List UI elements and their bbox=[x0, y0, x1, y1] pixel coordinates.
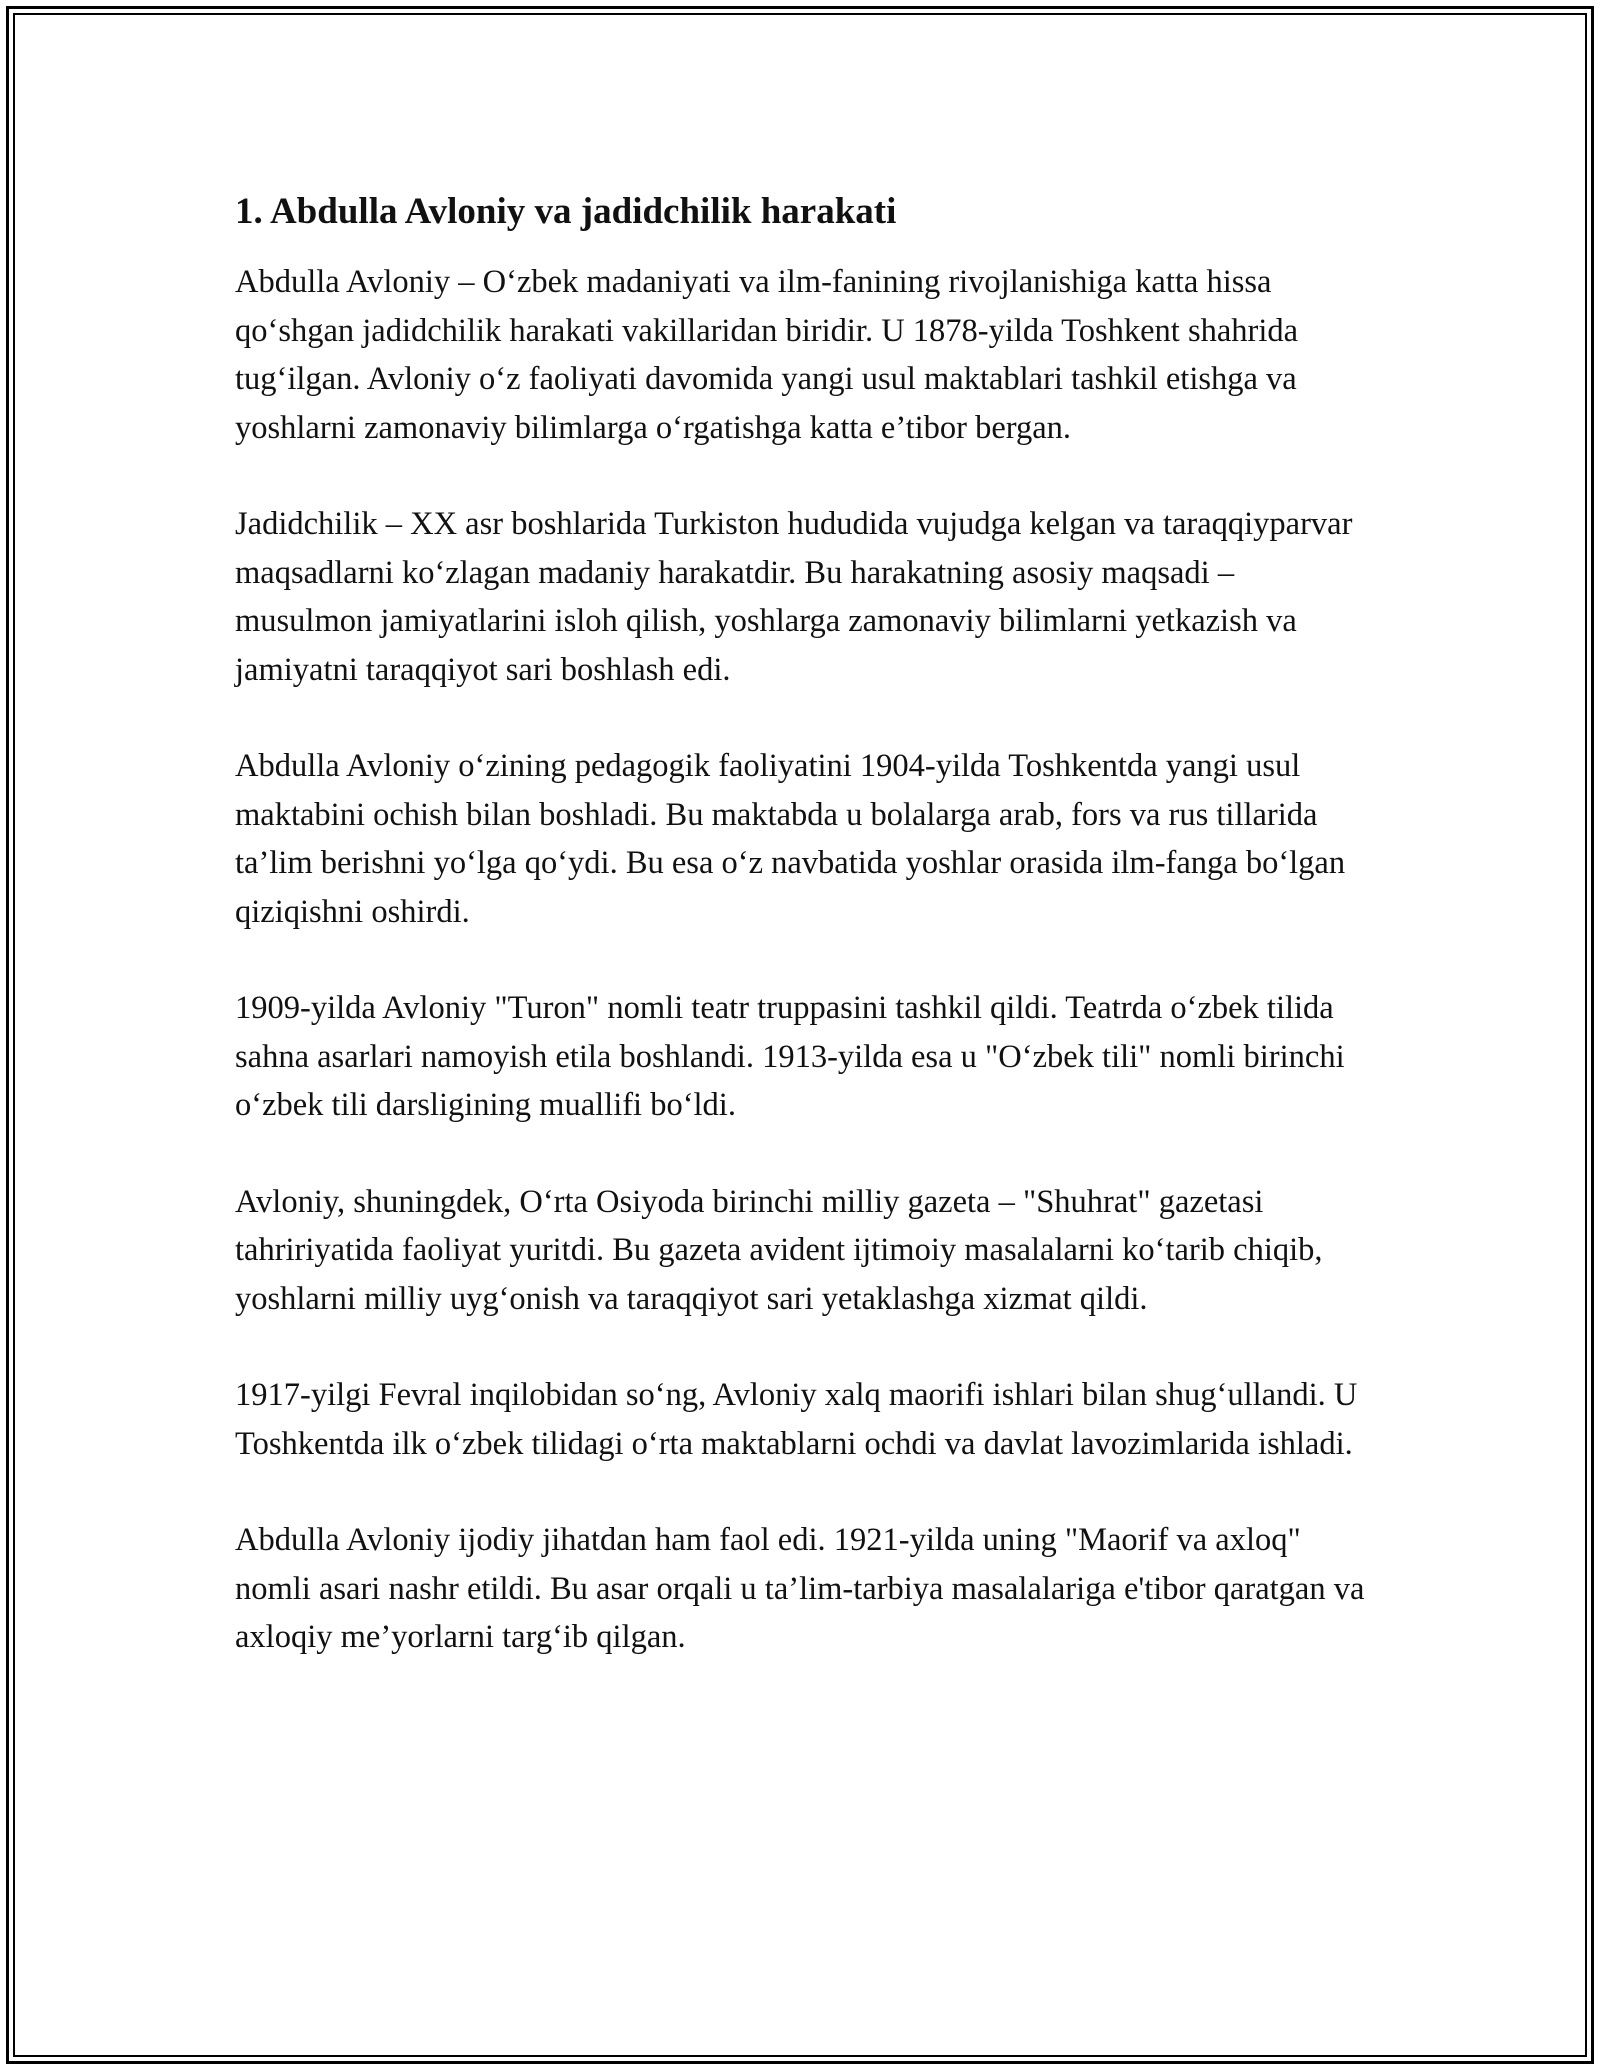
paragraph-2: Jadidchilik – XX asr boshlarida Turkiston hududida vujudga kelgan va taraqqiyparvar maqsadlarni ko‘zlagan madaniy harakatdir. Bu harakatning asosiy maqsadi – musulmon jamiyatlarini isloh qilish, yoshlarga zamonaviy bilimlarni yetkazish va jamiyatni taraqqiyot sari boshlash edi. bbox=[235, 506, 1353, 688]
paragraph-6: 1917-yilgi Fevral inqilobidan so‘ng, Avloniy xalq maorifi ishlari bilan shug‘ullandi. U Toshkentda ilk o‘zbek tilidagi o‘rta maktablarni ochdi va davlat lavozimlarida ishladi. bbox=[235, 1377, 1358, 1462]
paragraph-3: Abdulla Avloniy o‘zining pedagogik faoliyatini 1904-yilda Toshkentda yangi usul maktabini ochish bilan boshladi. Bu maktabda u bolalarga arab, fors va rus tillarida ta’lim berishni yo‘lga qo‘ydi. Bu esa o‘z navbatida yoshlar orasida ilm-fanga bo‘lgan qiziqishni oshirdi. bbox=[235, 748, 1346, 930]
paragraph-5: Avloniy, shuningdek, O‘rta Osiyoda birinchi milliy gazeta – "Shuhrat" gazetasi tahririyatida faoliyat yuritdi. Bu gazeta avident ijtimoiy masalalarni ko‘tarib chiqib, yoshlarni milliy uyg‘onish va taraqqiyot sari yetaklashga xizmat qildi. bbox=[235, 1183, 1323, 1317]
paragraph-1: Abdulla Avloniy – O‘zbek madaniyati va ilm-fanining rivojlanishiga katta hissa qo‘shgan jadidchilik harakati vakillaridan biridir. U 1878-yilda Toshkent shahrida tug‘ilgan. Avloniy o‘z faoliyati davomida yangi usul maktablari tashkil etishga va yoshlarni zamonaviy bilimlarga o‘rgatishga katta e’tibor bergan. bbox=[235, 264, 1299, 446]
paragraph-7: Abdulla Avloniy ijodiy jihatdan ham faol edi. 1921-yilda uning "Maorif va axloq" nomli asari nashr etildi. Bu asar orqali u ta’lim-tarbiya masalalariga e'tibor qaratgan va axloqiy me’yorlarni targ‘ib qilgan. bbox=[235, 1522, 1365, 1655]
section-heading: 1. Abdulla Avloniy va jadidchilik harakati bbox=[235, 191, 897, 232]
paragraph-4: 1909-yilda Avloniy "Turon" nomli teatr truppasini tashkil qildi. Teatrda o‘zbek tilida sahna asarlari namoyish etila boshlandi. 1913-yilda esa u "O‘zbek tili" nomli birinchi o‘zbek tili darsligining muallifi bo‘ldi. bbox=[235, 990, 1345, 1123]
document-body bbox=[235, 188, 1365, 1662]
